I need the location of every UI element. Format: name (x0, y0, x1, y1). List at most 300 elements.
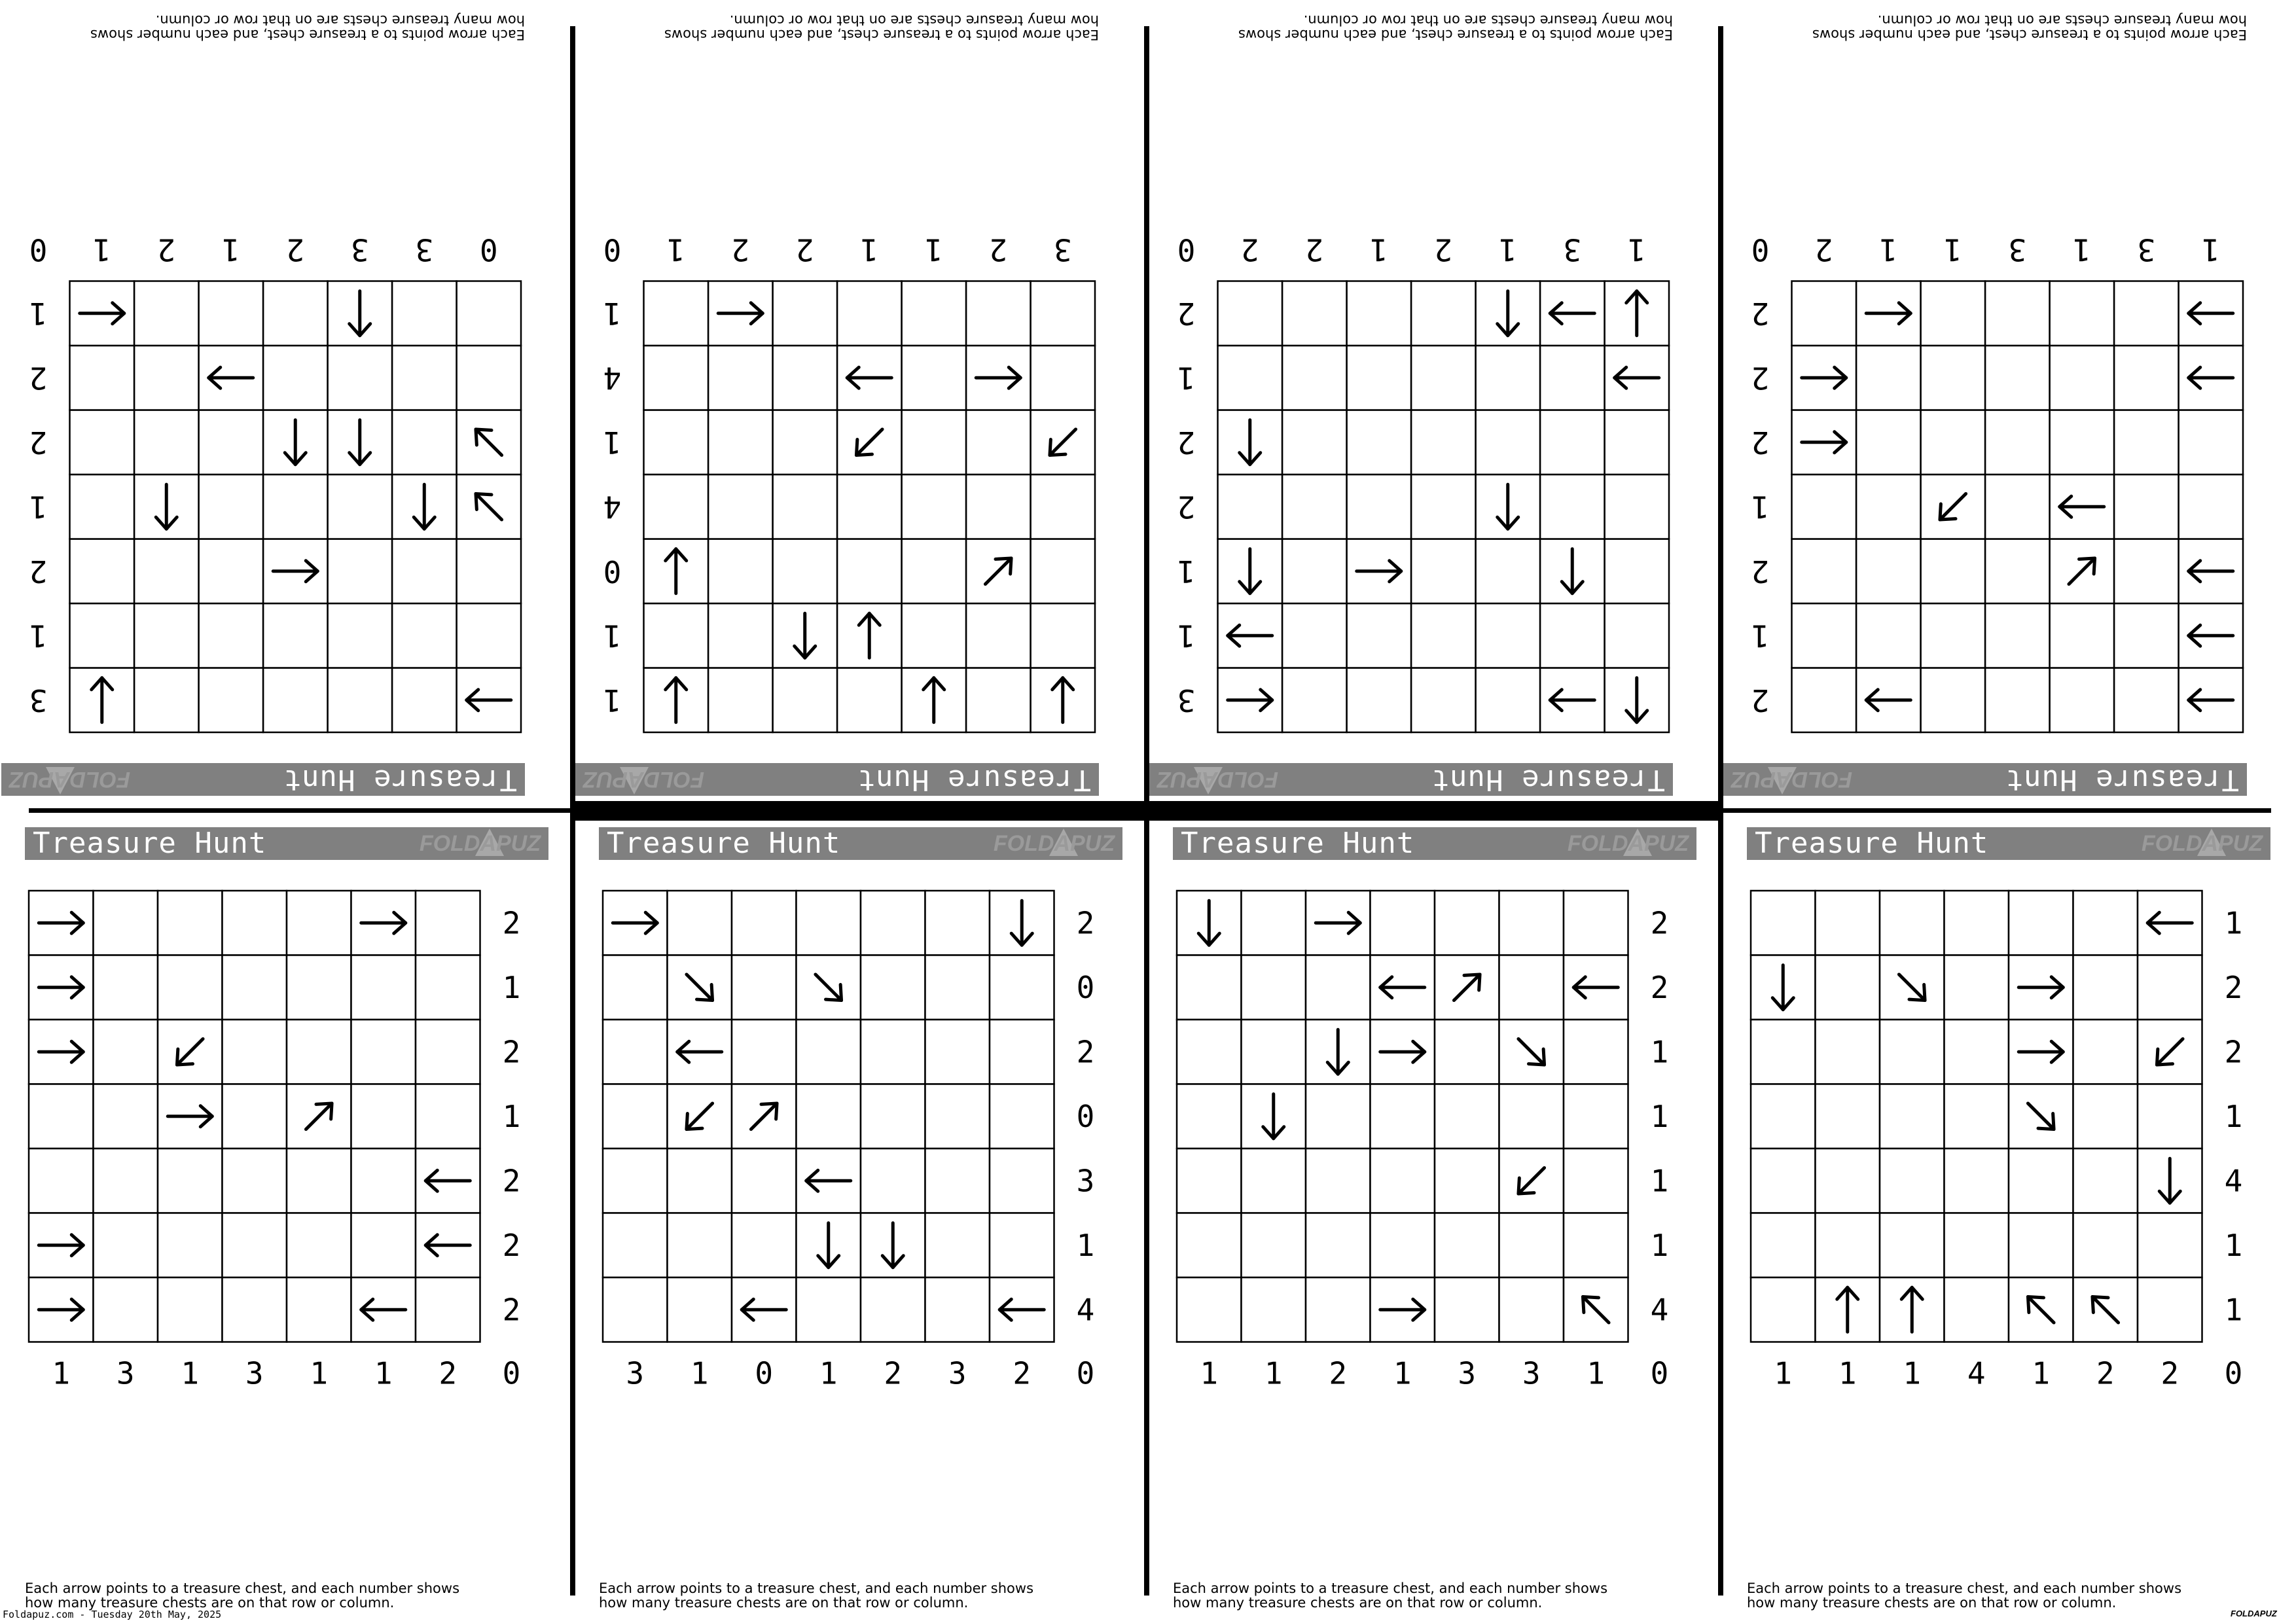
grid-cell[interactable] (1282, 539, 1347, 604)
grid-cell[interactable] (990, 1213, 1054, 1278)
grid-cell[interactable] (668, 1149, 732, 1213)
grid-cell[interactable] (1435, 1084, 1499, 1149)
grid-cell[interactable] (2050, 281, 2115, 346)
grid-cell[interactable] (2073, 1084, 2138, 1149)
grid-cell[interactable] (2050, 668, 2115, 733)
grid-cell[interactable] (1411, 281, 1476, 346)
grid-cell[interactable] (158, 1149, 223, 1213)
grid-cell[interactable] (1371, 1084, 1435, 1149)
grid-cell[interactable] (416, 1277, 480, 1342)
grid-cell[interactable] (457, 539, 522, 604)
grid-cell[interactable] (2114, 346, 2179, 410)
grid-cell[interactable] (732, 955, 797, 1020)
grid-cell[interactable] (1856, 474, 1921, 539)
grid-cell[interactable] (223, 1213, 287, 1278)
grid-cell[interactable] (1242, 1020, 1306, 1084)
grid-cell[interactable] (708, 410, 773, 475)
grid-cell[interactable] (1371, 891, 1435, 955)
grid-cell[interactable] (861, 1020, 925, 1084)
grid-cell[interactable] (416, 1084, 480, 1149)
puzzle-title: Treasure Hunt (1181, 827, 1415, 860)
grid-cell[interactable] (392, 668, 457, 733)
grid-cell[interactable] (1282, 603, 1347, 668)
grid-cell[interactable] (1347, 346, 1412, 410)
grid-cell[interactable] (966, 410, 1031, 475)
grid-cell[interactable] (1282, 281, 1347, 346)
grid-cell[interactable] (94, 1084, 158, 1149)
grid-cell[interactable] (1751, 1084, 1816, 1149)
grid-cell[interactable] (1031, 603, 1096, 668)
grid-cell[interactable] (263, 281, 328, 346)
grid-cell[interactable] (990, 1020, 1054, 1084)
grid-cell[interactable] (1880, 1149, 1945, 1213)
grid-cell[interactable] (1347, 603, 1412, 668)
grid-cell[interactable] (837, 474, 902, 539)
grid-cell[interactable] (1751, 1277, 1816, 1342)
grid-cell[interactable] (1476, 668, 1541, 733)
grid-cell[interactable] (603, 955, 668, 1020)
grid-cell[interactable] (668, 1213, 732, 1278)
grid-cell[interactable] (1242, 1213, 1306, 1278)
grid-cell[interactable] (1031, 539, 1096, 604)
grid-cell[interactable] (990, 1084, 1054, 1149)
grid-cell[interactable] (837, 281, 902, 346)
grid-cell[interactable] (457, 346, 522, 410)
grid-cell[interactable] (1921, 668, 1986, 733)
grid-cell[interactable] (328, 603, 393, 668)
grid-cell[interactable] (263, 603, 328, 668)
grid-cell[interactable] (797, 1084, 861, 1149)
grid-cell[interactable] (328, 346, 393, 410)
grid-cell[interactable] (1816, 1020, 1880, 1084)
grid-cell[interactable] (708, 346, 773, 410)
grid-cell[interactable] (29, 1149, 94, 1213)
grid-cell[interactable] (416, 1020, 480, 1084)
grid-cell[interactable] (708, 668, 773, 733)
grid-cell[interactable] (94, 1020, 158, 1084)
grid-cell[interactable] (2138, 1213, 2202, 1278)
grid-cell[interactable] (1540, 410, 1605, 475)
grid-cell[interactable] (70, 410, 135, 475)
grid-cell[interactable] (603, 1084, 668, 1149)
grid-cell[interactable] (1985, 474, 2050, 539)
grid-cell[interactable] (287, 955, 351, 1020)
grid-cell[interactable] (773, 668, 838, 733)
grid-cell[interactable] (1476, 346, 1541, 410)
grid-cell[interactable] (70, 603, 135, 668)
grid-cell[interactable] (1605, 603, 1670, 668)
grid-cell[interactable] (1856, 539, 1921, 604)
grid-cell[interactable] (1564, 1149, 1628, 1213)
grid-cell[interactable] (1242, 1277, 1306, 1342)
grid-cell[interactable] (1218, 281, 1283, 346)
grid-cell[interactable] (797, 1277, 861, 1342)
grid-cell[interactable] (1411, 410, 1476, 475)
grid-cell[interactable] (1499, 1084, 1564, 1149)
grid-cell[interactable] (861, 955, 925, 1020)
grid-cell[interactable] (861, 1084, 925, 1149)
grid-cell[interactable] (644, 410, 709, 475)
grid-cell[interactable] (1751, 1213, 1816, 1278)
grid-cell[interactable] (925, 955, 990, 1020)
grid-cell[interactable] (287, 1020, 351, 1084)
grid-cell[interactable] (644, 281, 709, 346)
grid-cell[interactable] (392, 410, 457, 475)
grid-cell[interactable] (2073, 1020, 2138, 1084)
grid-cell[interactable] (263, 346, 328, 410)
grid-cell[interactable] (1985, 668, 2050, 733)
grid-cell[interactable] (2050, 410, 2115, 475)
grid-cell[interactable] (1435, 1213, 1499, 1278)
grid-cell[interactable] (287, 1213, 351, 1278)
grid-cell[interactable] (134, 603, 199, 668)
grid-cell[interactable] (1411, 474, 1476, 539)
grid-cell[interactable] (1816, 955, 1880, 1020)
grid-cell[interactable] (1476, 539, 1541, 604)
row-clue: 4 (603, 360, 622, 396)
grid-cell[interactable] (902, 346, 967, 410)
grid-cell[interactable] (861, 891, 925, 955)
grid-cell[interactable] (1306, 1084, 1371, 1149)
grid-cell[interactable] (1177, 1213, 1242, 1278)
grid-cell[interactable] (2009, 891, 2073, 955)
grid-cell[interactable] (2114, 603, 2179, 668)
grid-cell[interactable] (644, 346, 709, 410)
grid-cell[interactable] (1880, 1020, 1945, 1084)
grid-cell[interactable] (416, 891, 480, 955)
grid-cell[interactable] (199, 539, 264, 604)
grid-cell[interactable] (392, 539, 457, 604)
grid-cell[interactable] (1792, 668, 1857, 733)
grid-cell[interactable] (1282, 410, 1347, 475)
grid-cell[interactable] (1177, 1020, 1242, 1084)
grid-cell[interactable] (134, 668, 199, 733)
grid-cell[interactable] (902, 281, 967, 346)
grid-cell[interactable] (199, 474, 264, 539)
grid-cell[interactable] (668, 1277, 732, 1342)
grid-cell[interactable] (134, 281, 199, 346)
grid-cell[interactable] (199, 668, 264, 733)
grid-cell[interactable] (2073, 955, 2138, 1020)
grid-cell[interactable] (1945, 1213, 2009, 1278)
grid-cell[interactable] (416, 955, 480, 1020)
grid-cell[interactable] (1816, 1213, 1880, 1278)
grid-cell[interactable] (328, 539, 393, 604)
grid-cell[interactable] (1306, 1277, 1371, 1342)
grid-cell[interactable] (1347, 474, 1412, 539)
grid-cell[interactable] (1985, 603, 2050, 668)
grid-cell[interactable] (94, 1149, 158, 1213)
grid-cell[interactable] (2050, 346, 2115, 410)
grid-cell[interactable] (902, 603, 967, 668)
grid-cell[interactable] (70, 346, 135, 410)
grid-cell[interactable] (1985, 539, 2050, 604)
grid-cell[interactable] (732, 1213, 797, 1278)
grid-cell[interactable] (2114, 474, 2179, 539)
grid-cell[interactable] (1177, 1149, 1242, 1213)
grid-cell[interactable] (392, 281, 457, 346)
grid-cell[interactable] (902, 474, 967, 539)
grid-cell[interactable] (990, 1149, 1054, 1213)
grid-cell[interactable] (223, 1020, 287, 1084)
grid-cell[interactable] (837, 539, 902, 604)
grid-cell[interactable] (1218, 474, 1283, 539)
grid-cell[interactable] (1564, 1020, 1628, 1084)
grid-cell[interactable] (1476, 603, 1541, 668)
grid-cell[interactable] (1306, 955, 1371, 1020)
grid-cell[interactable] (134, 346, 199, 410)
grid-cell[interactable] (1856, 410, 1921, 475)
grid-cell[interactable] (287, 891, 351, 955)
grid-cell[interactable] (1792, 539, 1857, 604)
grid-cell[interactable] (2050, 603, 2115, 668)
grid-cell[interactable] (1564, 1084, 1628, 1149)
grid-cell[interactable] (1945, 891, 2009, 955)
grid-cell[interactable] (925, 891, 990, 955)
grid-cell[interactable] (392, 603, 457, 668)
grid-cell[interactable] (1540, 603, 1605, 668)
grid-cell[interactable] (2138, 955, 2202, 1020)
grid-cell[interactable] (1282, 474, 1347, 539)
grid-cell[interactable] (797, 1020, 861, 1084)
grid-cell[interactable] (1564, 1213, 1628, 1278)
grid-cell[interactable] (158, 891, 223, 955)
grid-cell[interactable] (1347, 281, 1412, 346)
grid-cell[interactable] (1031, 474, 1096, 539)
grid-cell[interactable] (1751, 1020, 1816, 1084)
grid-cell[interactable] (1945, 1084, 2009, 1149)
grid-cell[interactable] (199, 281, 264, 346)
grid-cell[interactable] (223, 1277, 287, 1342)
grid-cell[interactable] (2073, 1149, 2138, 1213)
grid-cell[interactable] (2009, 1149, 2073, 1213)
grid-cell[interactable] (1242, 1149, 1306, 1213)
row-clue: 3 (1076, 1163, 1095, 1199)
grid-cell[interactable] (1945, 1020, 2009, 1084)
grid-cell[interactable] (94, 1277, 158, 1342)
grid-cell[interactable] (1751, 1149, 1816, 1213)
grid-cell[interactable] (223, 891, 287, 955)
grid-cell[interactable] (603, 1213, 668, 1278)
grid-cell[interactable] (2179, 474, 2244, 539)
grid-cell[interactable] (392, 346, 457, 410)
grid-cell[interactable] (1605, 410, 1670, 475)
grid-cell[interactable] (2114, 410, 2179, 475)
grid-cell[interactable] (1242, 891, 1306, 955)
grid-cell[interactable] (1816, 891, 1880, 955)
grid-cell[interactable] (1282, 668, 1347, 733)
grid-cell[interactable] (1880, 1213, 1945, 1278)
grid-cell[interactable] (1792, 474, 1857, 539)
grid-cell[interactable] (457, 281, 522, 346)
grid-cell[interactable] (1177, 1084, 1242, 1149)
grid-cell[interactable] (1880, 891, 1945, 955)
grid-cell[interactable] (603, 1020, 668, 1084)
grid-cell[interactable] (644, 474, 709, 539)
grid-cell[interactable] (1921, 281, 1986, 346)
grid-cell[interactable] (1880, 1084, 1945, 1149)
grid-cell[interactable] (1435, 1149, 1499, 1213)
grid-cell[interactable] (1605, 539, 1670, 604)
grid-cell[interactable] (287, 1149, 351, 1213)
grid-cell[interactable] (902, 539, 967, 604)
grid-cell[interactable] (351, 1020, 416, 1084)
grid-cell[interactable] (1435, 1020, 1499, 1084)
grid-cell[interactable] (1411, 603, 1476, 668)
grid-cell[interactable] (773, 410, 838, 475)
grid-cell[interactable] (1499, 1213, 1564, 1278)
grid-cell[interactable] (1564, 891, 1628, 955)
column-clue: 2 (731, 232, 750, 268)
grid-cell[interactable] (1411, 668, 1476, 733)
grid-cell[interactable] (773, 474, 838, 539)
grid-cell[interactable] (1945, 1277, 2009, 1342)
grid-cell[interactable] (1306, 1213, 1371, 1278)
grid-cell[interactable] (1347, 668, 1412, 733)
grid-cell[interactable] (1856, 603, 1921, 668)
grid-cell[interactable] (287, 1277, 351, 1342)
grid-cell[interactable] (328, 474, 393, 539)
grid-cell[interactable] (1540, 474, 1605, 539)
grid-cell[interactable] (1031, 346, 1096, 410)
grid-cell[interactable] (1435, 1277, 1499, 1342)
grid-cell[interactable] (2179, 410, 2244, 475)
grid-cell[interactable] (1921, 346, 1986, 410)
grid-cell[interactable] (263, 474, 328, 539)
grid-cell[interactable] (1985, 281, 2050, 346)
grid-cell[interactable] (1282, 346, 1347, 410)
grid-cell[interactable] (1218, 346, 1283, 410)
grid-cell[interactable] (70, 539, 135, 604)
grid-cell[interactable] (1499, 891, 1564, 955)
grid-cell[interactable] (2114, 539, 2179, 604)
grid-cell[interactable] (1945, 955, 2009, 1020)
grid-cell[interactable] (94, 1213, 158, 1278)
grid-cell[interactable] (2073, 891, 2138, 955)
grid-cell[interactable] (925, 1020, 990, 1084)
grid-cell[interactable] (1856, 346, 1921, 410)
grid-cell[interactable] (223, 1084, 287, 1149)
grid-cell[interactable] (797, 891, 861, 955)
grid-cell[interactable] (966, 281, 1031, 346)
grid-cell[interactable] (158, 1277, 223, 1342)
grid-cell[interactable] (837, 668, 902, 733)
grid-cell[interactable] (925, 1149, 990, 1213)
grid-cell[interactable] (1177, 1277, 1242, 1342)
grid-cell[interactable] (1816, 1149, 1880, 1213)
grid-cell[interactable] (1945, 1149, 2009, 1213)
grid-cell[interactable] (351, 1149, 416, 1213)
grid-cell[interactable] (732, 1149, 797, 1213)
grid-cell[interactable] (708, 539, 773, 604)
grid-cell[interactable] (2073, 1213, 2138, 1278)
grid-cell[interactable] (644, 603, 709, 668)
grid-cell[interactable] (1985, 410, 2050, 475)
grid-cell[interactable] (2138, 1084, 2202, 1149)
grid-cell[interactable] (902, 410, 967, 475)
grid-cell[interactable] (1921, 410, 1986, 475)
grid-cell[interactable] (773, 346, 838, 410)
grid-cell[interactable] (925, 1213, 990, 1278)
grid-cell[interactable] (2009, 1213, 2073, 1278)
grid-cell[interactable] (732, 1020, 797, 1084)
grid-cell[interactable] (1371, 1213, 1435, 1278)
grid-cell[interactable] (732, 891, 797, 955)
grid-cell[interactable] (158, 955, 223, 1020)
grid-cell[interactable] (1411, 346, 1476, 410)
grid-cell[interactable] (351, 1084, 416, 1149)
grid-cell[interactable] (328, 668, 393, 733)
grid-cell[interactable] (668, 891, 732, 955)
grid-cell[interactable] (1921, 603, 1986, 668)
grid-cell[interactable] (1921, 539, 1986, 604)
grid-cell[interactable] (134, 539, 199, 604)
grid-cell[interactable] (223, 1149, 287, 1213)
grid-cell[interactable] (966, 474, 1031, 539)
grid-cell[interactable] (1540, 346, 1605, 410)
row-clue: 1 (502, 1098, 521, 1134)
grid-cell[interactable] (70, 474, 135, 539)
grid-cell[interactable] (966, 603, 1031, 668)
grid-cell[interactable] (1177, 955, 1242, 1020)
grid-cell[interactable] (708, 603, 773, 668)
grid-cell[interactable] (1985, 346, 2050, 410)
grid-cell[interactable] (966, 668, 1031, 733)
grid-cell[interactable] (861, 1149, 925, 1213)
grid-cell[interactable] (861, 1277, 925, 1342)
grid-cell[interactable] (1306, 1149, 1371, 1213)
grid-cell[interactable] (29, 1084, 94, 1149)
grid-cell[interactable] (457, 603, 522, 668)
grid-cell[interactable] (1751, 891, 1816, 955)
grid-cell[interactable] (925, 1084, 990, 1149)
grid-cell[interactable] (158, 1213, 223, 1278)
grid-cell[interactable] (1411, 539, 1476, 604)
grid-cell[interactable] (1792, 281, 1857, 346)
grid-cell[interactable] (1499, 1277, 1564, 1342)
grid-cell[interactable] (223, 955, 287, 1020)
grid-cell[interactable] (1347, 410, 1412, 475)
grid-cell[interactable] (603, 1149, 668, 1213)
grid-cell[interactable] (1792, 603, 1857, 668)
grid-cell[interactable] (708, 474, 773, 539)
grid-cell[interactable] (1242, 955, 1306, 1020)
grid-cell[interactable] (134, 410, 199, 475)
grid-cell[interactable] (1031, 281, 1096, 346)
grid-cell[interactable] (2114, 281, 2179, 346)
grid-cell[interactable] (199, 410, 264, 475)
grid-cell[interactable] (1371, 1149, 1435, 1213)
grid-cell[interactable] (263, 668, 328, 733)
grid-cell[interactable] (773, 281, 838, 346)
grid-cell[interactable] (925, 1277, 990, 1342)
grid-cell[interactable] (2114, 668, 2179, 733)
grid-cell[interactable] (1476, 410, 1541, 475)
grid-cell[interactable] (1435, 891, 1499, 955)
grid-cell[interactable] (199, 603, 264, 668)
grid-cell[interactable] (603, 1277, 668, 1342)
grid-cell[interactable] (351, 1213, 416, 1278)
grid-cell[interactable] (94, 955, 158, 1020)
grid-cell[interactable] (990, 955, 1054, 1020)
grid-cell[interactable] (773, 539, 838, 604)
grid-cell[interactable] (2138, 1277, 2202, 1342)
grid-cell[interactable] (1499, 955, 1564, 1020)
grid-cell[interactable] (351, 955, 416, 1020)
grid-cell[interactable] (1605, 474, 1670, 539)
grid-cell[interactable] (1816, 1084, 1880, 1149)
grid-cell[interactable] (94, 891, 158, 955)
